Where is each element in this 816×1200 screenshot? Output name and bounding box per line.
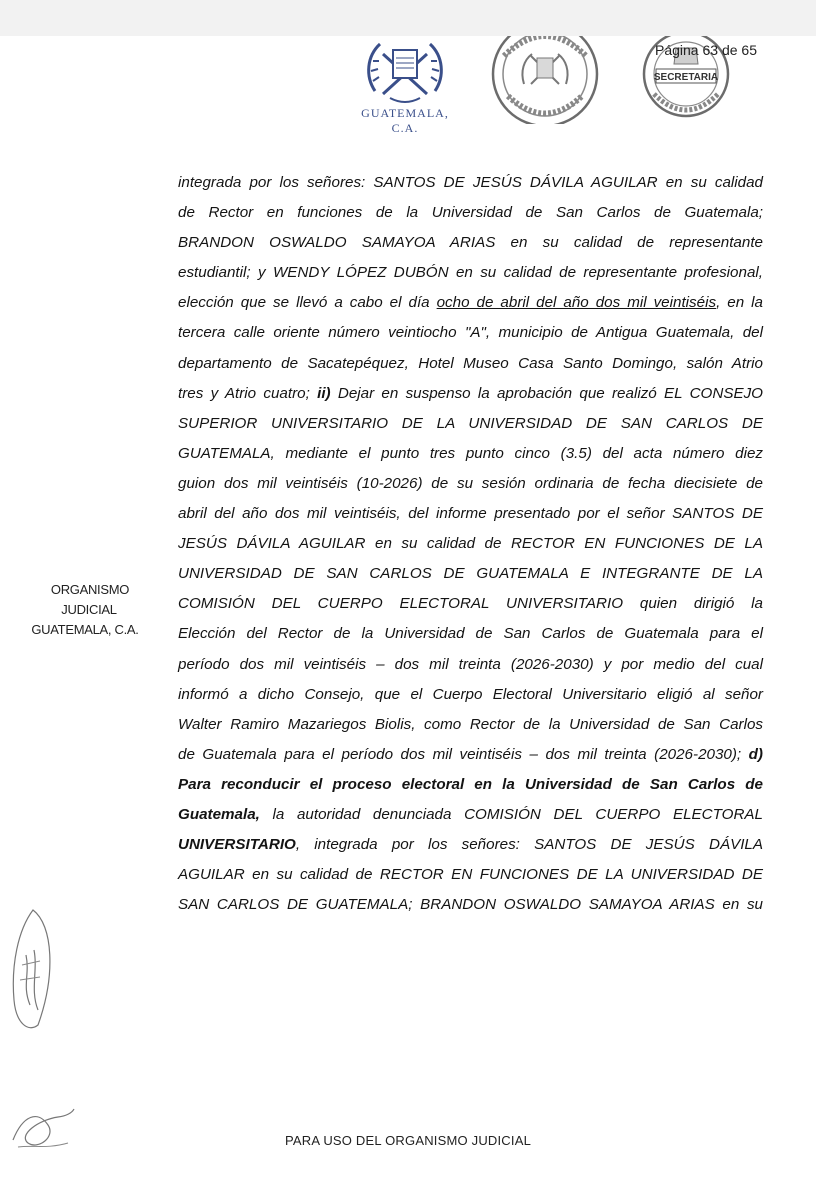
seal-label: SECRETARIA <box>653 72 719 83</box>
text-segment: UNIVERSIDAD DE SAN CARLOS DE GUATEMALA E INTEGRANTE DE LA <box>178 565 763 583</box>
text-line <box>178 680 763 710</box>
text-segment: estudiantil; y WENDY LÓPEZ DUBÓN en su calidad de representante profesional, <box>178 264 763 282</box>
text-segment: Walter Ramiro Mazariegos Biolis, como Rector de la Universidad de San Carlos <box>178 715 763 733</box>
text-line <box>178 318 763 348</box>
text-segment: Para reconducir el proceso electoral en la Universidad de San Carlos de <box>178 775 763 793</box>
text-segment: ocho de abril del año dos mil veintiséis <box>436 294 717 312</box>
text-segment: departamento de Sacatepéquez, Hotel Museo Casa Santo Domingo, salón Atrio <box>178 354 763 372</box>
text-line <box>178 770 763 800</box>
text-segment: , en la <box>716 294 763 312</box>
text-segment: SAN CARLOS DE GUATEMALA; BRANDON OSWALDO SAMAYOA ARIAS en su <box>178 896 763 914</box>
text-segment: COMISIÓN DEL CUERPO ELECTORAL UNIVERSITARIO quien dirigió la <box>178 595 763 613</box>
stamp-line-1: ORGANISMO <box>50 582 130 597</box>
text-segment: Dejar en suspenso la aprobación que realizó EL CONSEJO <box>330 384 763 402</box>
text-line <box>178 469 763 499</box>
text-segment: GUATEMALA, mediante el punto tres punto cinco (3.5) del acta número diez <box>178 444 763 462</box>
text-segment: d) <box>748 745 763 763</box>
text-line <box>178 228 763 258</box>
text-segment: período dos mil veintiséis – dos mil treinta (2026-2030) y por medio del cual <box>178 655 763 673</box>
text-line <box>178 198 763 228</box>
text-line <box>178 409 763 439</box>
text-segment: la autoridad denunciada COMISIÓN DEL CUERPO ELECTORAL <box>259 805 763 823</box>
text-line <box>178 499 763 529</box>
text-line <box>178 710 763 740</box>
text-segment: tres y Atrio cuatro; <box>178 384 318 402</box>
text-segment: BRANDON OSWALDO SAMAYOA ARIAS en su calidad de representante <box>178 234 763 252</box>
court-seal-icon <box>486 36 604 124</box>
coat-of-arms-icon <box>355 36 455 106</box>
text-segment: tercera calle oriente número veintiocho "A", municipio de Antigua Guatemala, del <box>178 324 763 342</box>
crest-caption: GUATEMALA, C.A. <box>361 106 449 135</box>
text-line <box>178 258 763 288</box>
guatemala-crest-logo <box>350 36 460 135</box>
text-line <box>178 619 763 649</box>
organismo-judicial-stamp <box>20 580 150 640</box>
text-segment: ii) <box>317 384 331 402</box>
footer-text: PARA USO DEL ORGANISMO JUDICIAL <box>284 1133 532 1148</box>
text-segment: UNIVERSITARIO <box>178 836 296 854</box>
text-line <box>178 559 763 589</box>
text-line <box>178 288 763 318</box>
text-segment: Guatemala, <box>178 805 260 823</box>
document-body <box>178 168 763 920</box>
text-segment: JESÚS DÁVILA AGUILAR en su calidad de RECTOR EN FUNCIONES DE LA <box>178 535 763 553</box>
text-line <box>178 379 763 409</box>
margin-signature-icon <box>8 905 58 1035</box>
page-number: Página 63 de 65 <box>655 42 757 58</box>
stamp-line-3: GUATEMALA, C.A. <box>31 622 139 637</box>
text-segment: integrada por los señores: SANTOS DE JESÚS DÁVILA AGUILAR en su calidad <box>178 174 763 191</box>
text-line <box>178 529 763 559</box>
text-line <box>178 439 763 469</box>
text-line <box>178 860 763 890</box>
text-segment: informó a dicho Consejo, que el Cuerpo Electoral Universitario eligió al señor <box>178 685 763 703</box>
text-segment: de Guatemala para el período dos mil veintiséis – dos mil treinta (2026-2030); <box>178 745 749 763</box>
text-line <box>178 890 763 920</box>
text-segment: SUPERIOR UNIVERSITARIO DE LA UNIVERSIDAD DE SAN CARLOS DE <box>178 414 763 432</box>
text-segment: guion dos mil veintiséis (10-2026) de su sesión ordinaria de fecha diecisiete de <box>178 474 763 492</box>
text-segment: Elección del Rector de la Universidad de San Carlos de Guatemala para el <box>178 625 763 643</box>
top-bar <box>0 0 816 36</box>
text-line <box>178 800 763 830</box>
text-line <box>178 349 763 379</box>
text-segment: abril del año dos mil veintiséis, del informe presentado por el señor SANTOS DE <box>178 505 763 523</box>
text-segment: elección que se llevó a cabo el día <box>178 294 437 312</box>
text-line <box>178 589 763 619</box>
text-segment: , integrada por los señores: SANTOS DE JESÚS DÁVILA <box>295 836 763 854</box>
text-line <box>178 830 763 860</box>
text-line <box>178 650 763 680</box>
stamp-line-2: JUDICIAL <box>61 602 117 617</box>
text-segment: de Rector en funciones de la Universidad de San Carlos de Guatemala; <box>178 204 763 222</box>
text-line <box>178 740 763 770</box>
text-segment: AGUILAR en su calidad de RECTOR EN FUNCIONES DE LA UNIVERSIDAD DE <box>178 866 763 884</box>
text-line <box>178 168 763 198</box>
